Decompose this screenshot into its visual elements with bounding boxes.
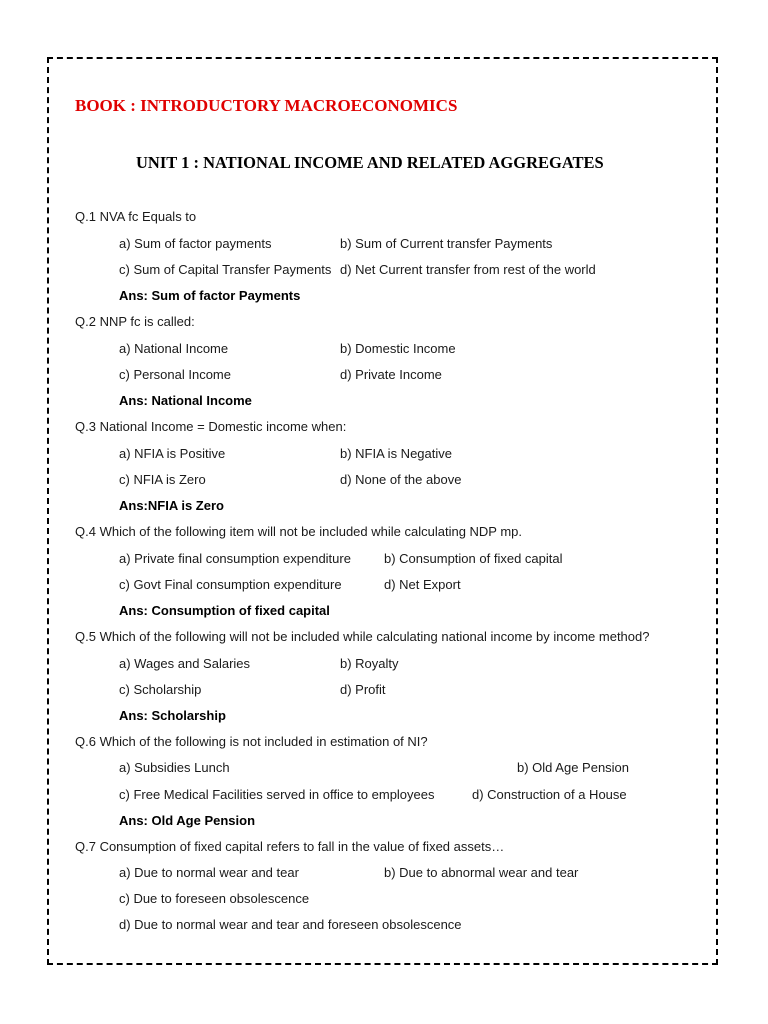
q2-option-d: d) Private Income <box>340 367 442 382</box>
q3-option-d: d) None of the above <box>340 472 462 487</box>
q5-option-c: c) Scholarship <box>119 682 202 697</box>
unit-title: UNIT 1 : NATIONAL INCOME AND RELATED AGGREGATES <box>136 153 604 172</box>
question-2: Q.2 NNP fc is called: <box>75 314 195 329</box>
q6-option-d: d) Construction of a House <box>472 787 627 802</box>
question-7: Q.7 Consumption of fixed capital refers to fall in the value of fixed assets… <box>75 839 505 854</box>
q3-option-b: b) NFIA is Negative <box>340 446 452 461</box>
q1-option-b: b) Sum of Current transfer Payments <box>340 236 553 251</box>
q6-option-a: a) Subsidies Lunch <box>119 760 230 775</box>
q1-option-c: c) Sum of Capital Transfer Payments <box>119 262 332 277</box>
question-3: Q.3 National Income = Domestic income when: <box>75 419 347 434</box>
q6-answer: Ans: Old Age Pension <box>119 813 256 828</box>
q4-option-d: d) Net Export <box>384 577 461 592</box>
q2-option-a: a) National Income <box>119 341 229 356</box>
q1-option-a: a) Sum of factor payments <box>119 236 272 251</box>
q5-answer: Ans: Scholarship <box>119 708 226 723</box>
question-4: Q.4 Which of the following item will not be included while calculating NDP mp. <box>75 524 523 539</box>
q6-option-c: c) Free Medical Facilities served in office to employees <box>119 787 435 802</box>
q2-option-c: c) Personal Income <box>119 367 231 382</box>
q4-option-c: c) Govt Final consumption expenditure <box>119 577 342 592</box>
q4-answer: Ans: Consumption of fixed capital <box>119 603 330 618</box>
book-title: BOOK : INTRODUCTORY MACROECONOMICS <box>75 96 458 115</box>
q5-option-d: d) Profit <box>340 682 386 697</box>
question-6: Q.6 Which of the following is not included in estimation of NI? <box>75 734 428 749</box>
q2-option-b: b) Domestic Income <box>340 341 456 356</box>
q4-option-a: a) Private final consumption expenditure <box>119 551 351 566</box>
q3-option-c: c) NFIA is Zero <box>119 472 206 487</box>
q4-option-b: b) Consumption of fixed capital <box>384 551 563 566</box>
q2-answer: Ans: National Income <box>119 393 252 408</box>
q5-option-b: b) Royalty <box>340 656 399 671</box>
q1-option-d: d) Net Current transfer from rest of the world <box>340 262 596 277</box>
q7-option-c: c) Due to foreseen obsolescence <box>119 891 310 906</box>
q7-option-a: a) Due to normal wear and tear <box>119 865 299 880</box>
q7-option-d: d) Due to normal wear and tear and foreseen obsolescence <box>119 917 462 932</box>
q6-option-b: b) Old Age Pension <box>517 760 630 775</box>
question-5: Q.5 Which of the following will not be included while calculating national income by income method? <box>75 629 650 644</box>
q1-answer: Ans: Sum of factor Payments <box>119 288 301 303</box>
q3-answer: Ans:NFIA is Zero <box>119 498 224 513</box>
question-1: Q.1 NVA fc Equals to <box>75 209 197 224</box>
q3-option-a: a) NFIA is Positive <box>119 446 226 461</box>
q7-option-b: b) Due to abnormal wear and tear <box>384 865 579 880</box>
q5-option-a: a) Wages and Salaries <box>119 656 251 671</box>
